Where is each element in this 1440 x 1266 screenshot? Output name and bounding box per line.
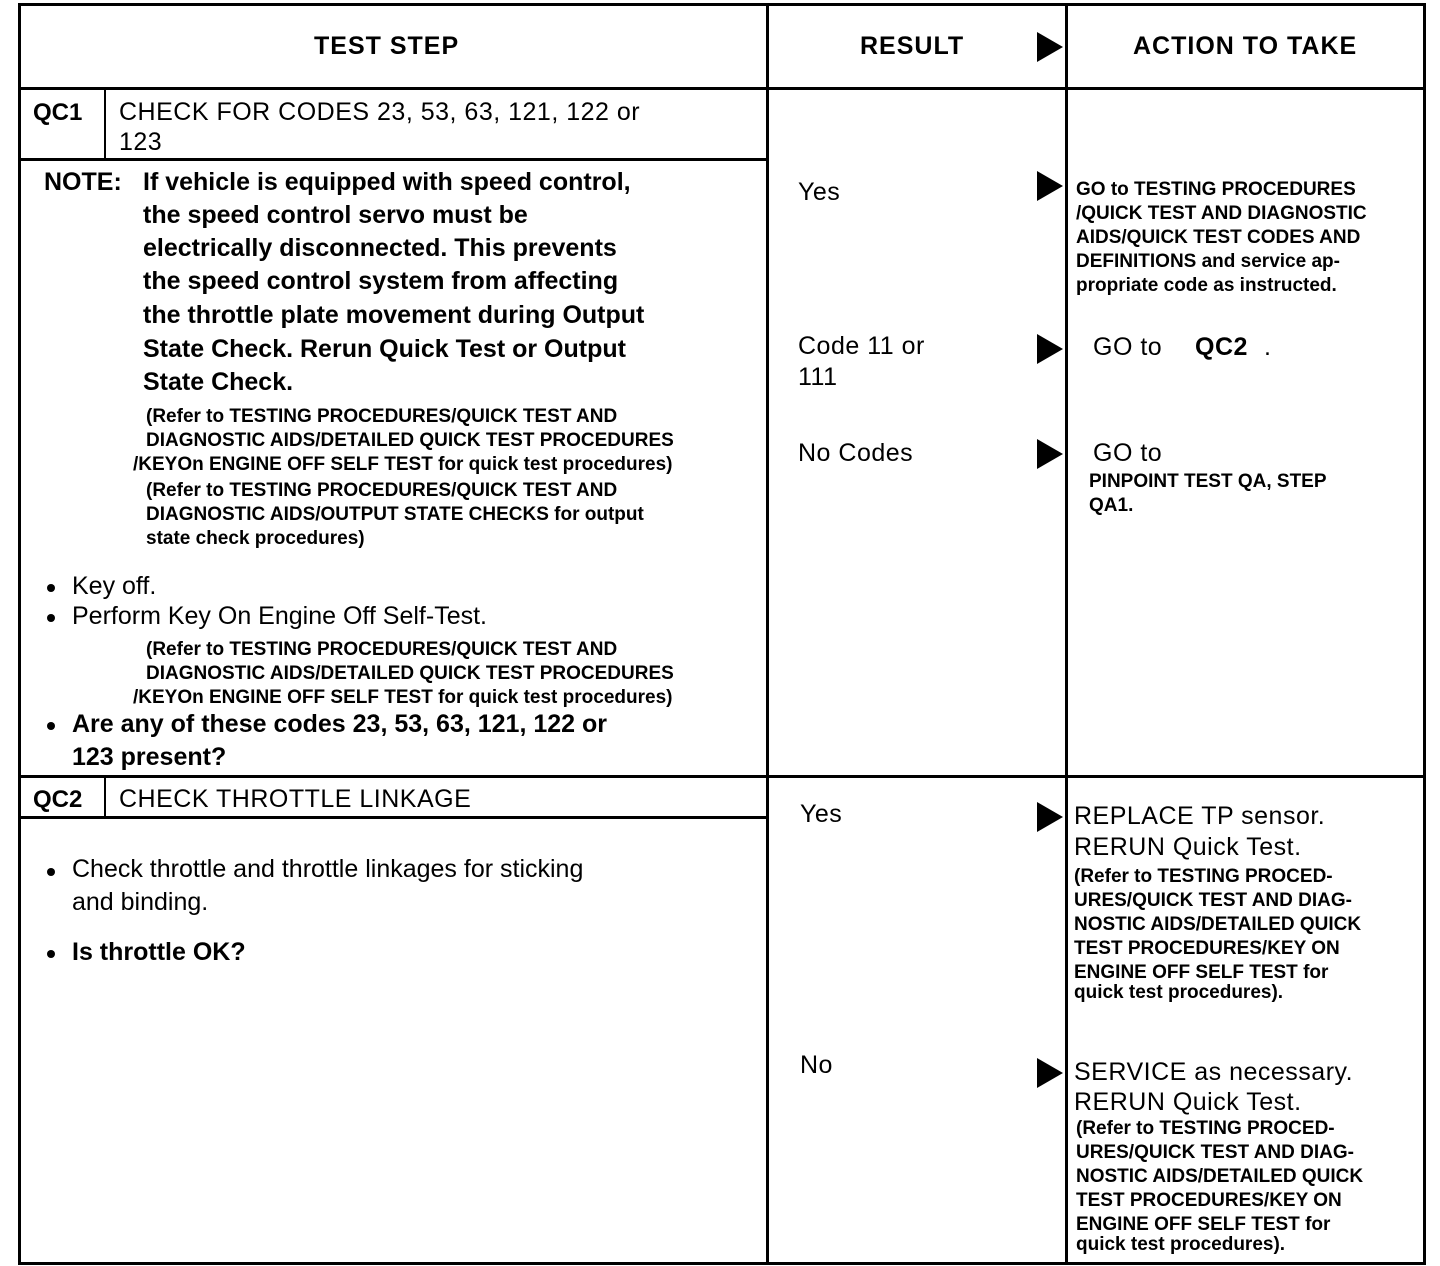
action-line: URES/QUICK TEST AND DIAG-	[1076, 1142, 1354, 1163]
qc1-note-line: the speed control system from affecting	[143, 267, 619, 295]
action-line: RERUN Quick Test.	[1074, 833, 1302, 861]
action-line: TEST PROCEDURES/KEY ON	[1074, 938, 1340, 959]
bullet-icon	[47, 950, 55, 958]
qc1-step-key-off: Key off.	[72, 572, 157, 600]
outer-left-border	[18, 3, 21, 1265]
ref-line: (Refer to TESTING PROCEDURES/QUICK TEST AND	[146, 639, 618, 660]
qc1-title-bottom	[18, 158, 768, 161]
qc2-title-bottom	[18, 816, 768, 819]
action-line: /QUICK TEST AND DIAGNOSTIC	[1076, 203, 1367, 224]
action-line: NOSTIC AIDS/DETAILED QUICK	[1076, 1166, 1364, 1187]
action-go-to: GO to	[1093, 333, 1163, 361]
action-line: QA1.	[1089, 495, 1134, 516]
qc2-step-line1: Check throttle and throttle linkages for sticking	[72, 855, 584, 883]
ref-line: /KEYOn ENGINE OFF SELF TEST for quick test procedures)	[133, 454, 673, 475]
action-go-to: GO to	[1093, 439, 1163, 467]
qc2-title: CHECK THROTTLE LINKAGE	[119, 785, 472, 813]
header-arrow-icon	[1037, 32, 1063, 62]
ref-line: DIAGNOSTIC AIDS/DETAILED QUICK TEST PROCEDURES	[146, 663, 674, 684]
result-arrow-icon	[1037, 171, 1063, 201]
qc1-code: QC1	[33, 99, 83, 126]
outer-right-border	[1423, 3, 1426, 1265]
qc1-result-yes: Yes	[798, 178, 841, 206]
bullet-icon	[47, 584, 55, 592]
ref-line: /KEYOn ENGINE OFF SELF TEST for quick test procedures)	[133, 687, 673, 708]
header-test-step: TEST STEP	[314, 32, 460, 60]
qc1-code-sep	[104, 90, 106, 160]
action-line: DEFINITIONS and service ap-	[1076, 251, 1340, 272]
action-line: (Refer to TESTING PROCED-	[1074, 866, 1333, 887]
qc2-code: QC2	[33, 786, 83, 813]
qc1-result-code11-line1: Code 11 or	[798, 332, 925, 360]
qc1-result-code11-line2: 111	[798, 363, 838, 391]
ref-line: DIAGNOSTIC AIDS/OUTPUT STATE CHECKS for output	[146, 504, 644, 525]
action-line: ENGINE OFF SELF TEST for	[1074, 962, 1329, 983]
qc1-step-perform: Perform Key On Engine Off Self-Test.	[72, 602, 487, 630]
qc1-note-line: State Check.	[143, 368, 294, 396]
col-sep-test-result	[766, 3, 769, 1265]
col-sep-result-action	[1065, 3, 1068, 1265]
action-line: SERVICE as necessary.	[1074, 1058, 1354, 1086]
outer-top-border	[18, 3, 1426, 6]
action-line: AIDS/QUICK TEST CODES AND	[1076, 227, 1361, 248]
qc2-question: Is throttle OK?	[72, 938, 246, 966]
qc2-step-line2: and binding.	[72, 888, 209, 916]
action-line: URES/QUICK TEST AND DIAG-	[1074, 890, 1352, 911]
action-period: .	[1264, 333, 1272, 361]
qc1-question-line1: Are any of these codes 23, 53, 63, 121, 122 or	[72, 710, 608, 738]
bullet-icon	[47, 868, 55, 876]
header-bottom-border	[18, 87, 1426, 90]
qc-divider	[18, 775, 1426, 778]
result-arrow-icon	[1037, 802, 1063, 832]
action-line: ENGINE OFF SELF TEST for	[1076, 1214, 1331, 1235]
ref-line: state check procedures)	[146, 528, 365, 549]
result-arrow-icon	[1037, 439, 1063, 469]
qc2-result-yes: Yes	[800, 800, 843, 828]
qc1-note-line: State Check. Rerun Quick Test or Output	[143, 335, 626, 363]
action-line: RERUN Quick Test.	[1074, 1088, 1302, 1116]
qc1-note-line: the speed control servo must be	[143, 201, 528, 229]
bullet-icon	[47, 722, 55, 730]
qc2-result-no: No	[800, 1051, 833, 1079]
ref-line: DIAGNOSTIC AIDS/DETAILED QUICK TEST PROCEDURES	[146, 430, 674, 451]
header-result: RESULT	[860, 32, 965, 60]
action-line: PINPOINT TEST QA, STEP	[1089, 471, 1327, 492]
action-line: quick test procedures).	[1076, 1234, 1286, 1255]
qc1-note-line: electrically disconnected. This prevents	[143, 234, 617, 262]
action-target-qc2[interactable]: QC2	[1195, 333, 1248, 361]
outer-bottom-border	[18, 1262, 1426, 1265]
result-arrow-icon	[1037, 334, 1063, 364]
ref-line: (Refer to TESTING PROCEDURES/QUICK TEST AND	[146, 480, 618, 501]
qc1-title-line1: CHECK FOR CODES 23, 53, 63, 121, 122 or	[119, 98, 641, 126]
action-line: propriate code as instructed.	[1076, 275, 1337, 296]
qc1-note-line: If vehicle is equipped with speed control,	[143, 168, 631, 196]
action-line: TEST PROCEDURES/KEY ON	[1076, 1190, 1342, 1211]
qc2-code-sep	[104, 778, 106, 818]
action-line: NOSTIC AIDS/DETAILED QUICK	[1074, 914, 1362, 935]
bullet-icon	[47, 614, 55, 622]
action-line: GO to TESTING PROCEDURES	[1076, 179, 1356, 200]
qc1-note-label: NOTE:	[44, 168, 122, 196]
action-line: quick test procedures).	[1074, 982, 1284, 1003]
action-line: (Refer to TESTING PROCED-	[1076, 1118, 1335, 1139]
action-line: REPLACE TP sensor.	[1074, 802, 1326, 830]
qc1-note-line: the throttle plate movement during Output	[143, 301, 645, 329]
ref-line: (Refer to TESTING PROCEDURES/QUICK TEST AND	[146, 406, 618, 427]
result-arrow-icon	[1037, 1058, 1063, 1088]
qc1-title-line2: 123	[119, 128, 163, 156]
header-action: ACTION TO TAKE	[1133, 32, 1358, 60]
qc1-question-line2: 123 present?	[72, 743, 227, 771]
qc1-result-no-codes: No Codes	[798, 439, 914, 467]
